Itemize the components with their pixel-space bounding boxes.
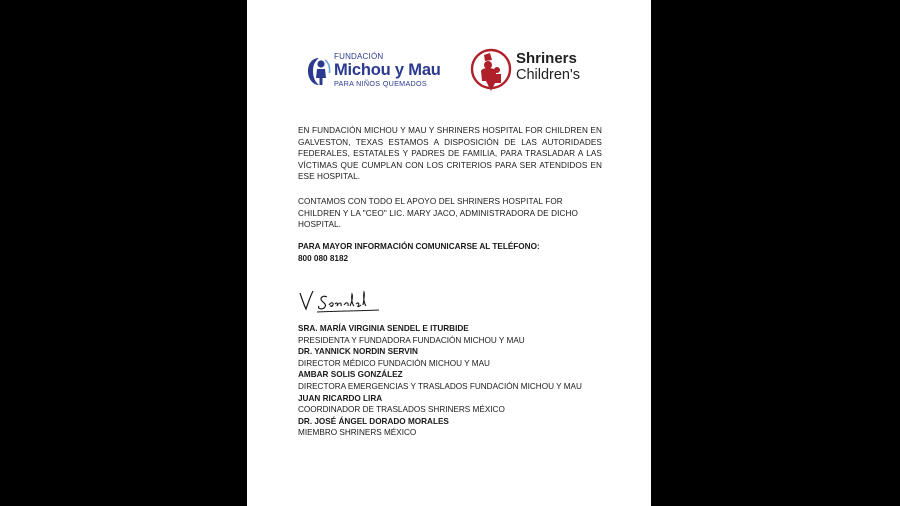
signer-name: JUAN RICARDO LIRA	[298, 393, 383, 403]
shriners-logo-line1: Shriners	[516, 50, 577, 67]
shriners-childrens-logo	[469, 45, 599, 97]
signer-name: DR. YANNICK NORDIN SERVIN	[298, 347, 418, 357]
contact-phone: 800 080 8182	[298, 254, 349, 263]
signer-role: PRESIDENTA Y FUNDADORA FUNDACIÓN MICHOU Y MAU	[298, 335, 525, 345]
signer-name: DR. JOSÉ ÁNGEL DORADO MORALES	[298, 416, 449, 426]
signer-role: DIRECTOR MÉDICO FUNDACIÓN MICHOU Y MAU	[298, 358, 490, 368]
signer-role: COORDINADOR DE TRASLADOS SHRINERS MÉXICO	[298, 405, 505, 415]
michou-logo-name: Michou y Mau	[334, 61, 441, 79]
shriners-emblem-icon	[469, 45, 513, 95]
signer-role: MIEMBRO SHRINERS MÉXICO	[298, 428, 417, 438]
michou-logo-tagline: PARA NIÑOS QUEMADOS	[334, 79, 428, 88]
signer-name: SRA. MARÍA VIRGINIA SENDEL E ITURBIDE	[298, 324, 469, 333]
signer-name: AMBAR SOLIS GONZÁLEZ	[298, 370, 403, 380]
handwritten-signature	[297, 287, 387, 317]
contact-label: PARA MAYOR INFORMACIÓN COMUNICARSE AL TELÉFONO:	[298, 242, 540, 251]
statement-paragraph: EN FUNDACIÓN MICHOU Y MAU Y SHRINERS HOSPITAL FOR CHILDREN EN GALVESTON, TEXAS ESTAMOS A DISPOSICIÓN DE LAS AUTORIDADES FEDERALES, ESTATALES Y PADRES DE FAMILIA, PARA TRASLADAR A LAS VÍCTIMAS QUE CUMPLAN CON LOS CRITERIOS PARA SER ATENDIDOS EN ESE HOSPITAL.	[298, 126, 602, 182]
shriners-logo-line2: Children's	[516, 67, 581, 83]
document-page	[247, 0, 651, 506]
signer-role: DIRECTORA EMERGENCIAS Y TRASLADOS FUNDACIÓN MICHOU Y MAU	[298, 381, 582, 391]
signers-list	[298, 323, 602, 439]
michou-logo-fundacion: FUNDACIÓN	[334, 52, 384, 61]
michou-y-mau-logo	[305, 52, 441, 90]
michou-child-emblem-icon	[306, 55, 332, 87]
support-paragraph: CONTAMOS CON TODO EL APOYO DEL SHRINERS HOSPITAL FOR CHILDREN Y LA "CEO" LIC. MARY JACO, ADMINISTRADORA DE DICHO HOSPITAL.	[298, 197, 578, 230]
